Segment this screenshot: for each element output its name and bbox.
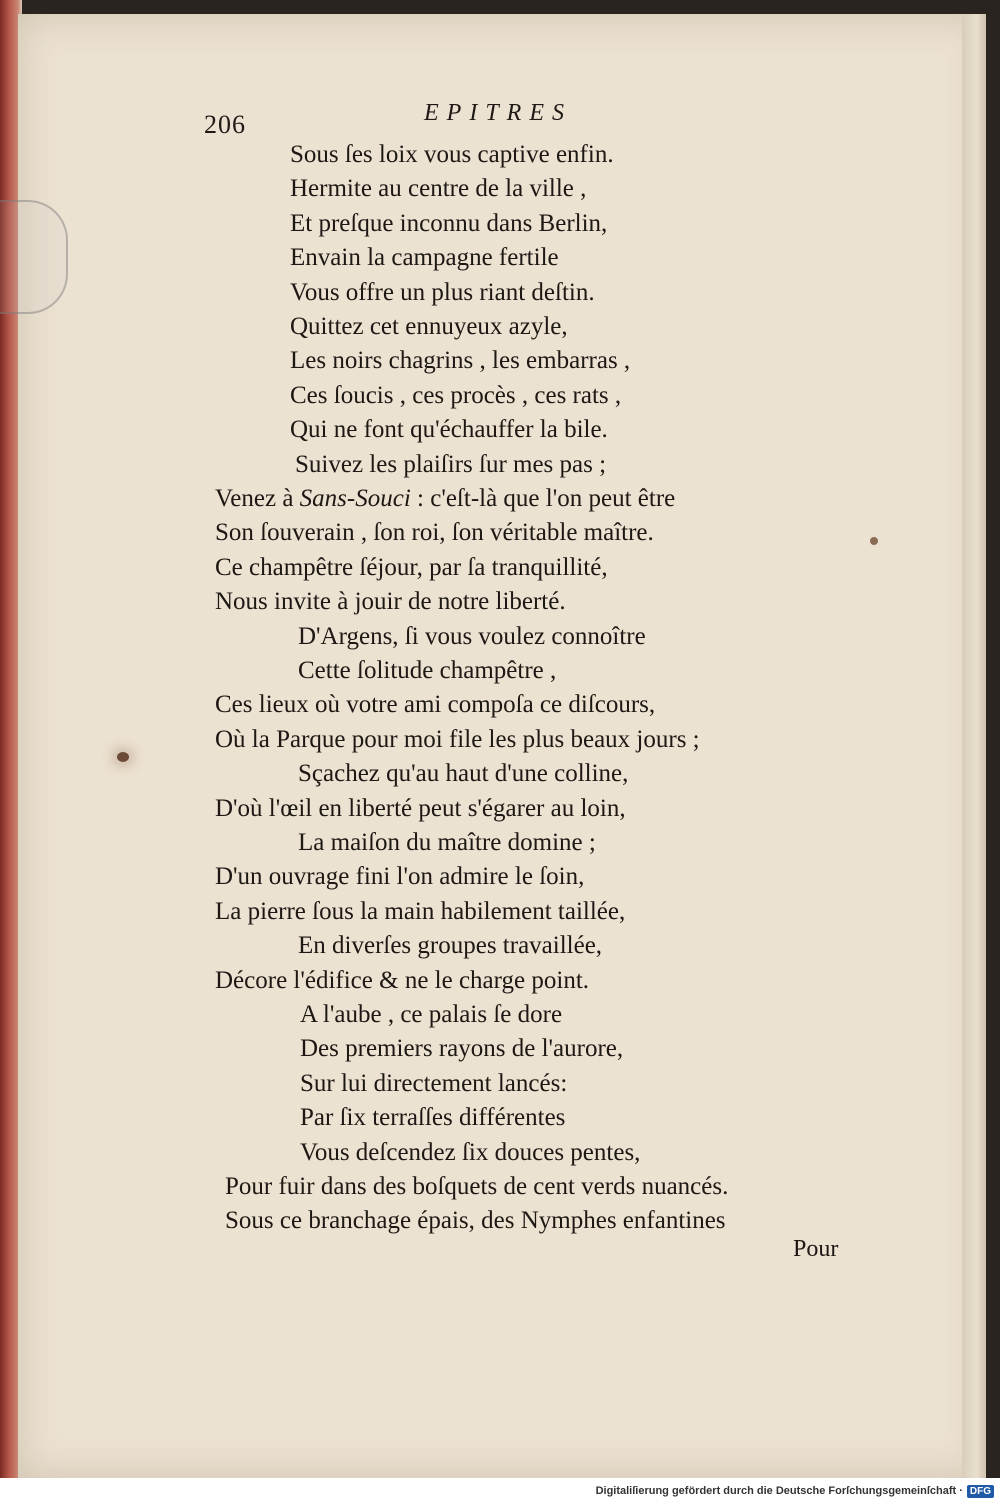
- poem-italic-term: Sans-Souci: [299, 485, 411, 512]
- poem-line: Vous deſcendez ſix douces pentes,: [300, 1138, 641, 1166]
- poem-line: Envain la campagne fertile: [290, 244, 559, 272]
- poem-line: Son ſouverain , ſon roi, ſon véritable maître.: [215, 519, 654, 547]
- poem-line: Suivez les plaiſirs ſur mes pas ;: [295, 450, 607, 478]
- poem-line: Des premiers rayons de l'aurore,: [300, 1035, 624, 1063]
- poem-line: D'Argens, ſi vous voulez connoître: [298, 622, 646, 650]
- poem-line: D'un ouvrage fini l'on admire le ſoin,: [215, 863, 585, 891]
- poem-line: Sur lui directement lancés:: [300, 1069, 568, 1097]
- poem-line: Hermite au centre de la ville ,: [290, 175, 587, 203]
- poem-line: Décore l'édifice & ne le charge point.: [215, 966, 590, 994]
- digitization-credit-text: Digitaliſierung gefördert durch die Deutsche Forſchungsgemeinſchaft ·: [595, 1485, 963, 1497]
- poem-line: Sous ce branchage épais, des Nymphes enfantines: [225, 1207, 726, 1235]
- poem-line: Venez à Sans-Souci : c'eſt-là que l'on peut être: [215, 485, 676, 512]
- poem-line: Ces ſoucis , ces procès , ces rats ,: [290, 381, 622, 409]
- poem-line: Cette ſolitude champêtre ,: [298, 657, 557, 684]
- page-header-title: EPITRES: [424, 100, 572, 126]
- poem-line: La maiſon du maître domine ;: [298, 829, 596, 856]
- poem-line: Nous invite à jouir de notre liberté.: [215, 588, 566, 616]
- poem-line: Par ſix terraſſes différentes: [300, 1104, 566, 1132]
- dfg-logo-icon: DFG: [967, 1485, 994, 1498]
- poem-line: Et preſque inconnu dans Berlin,: [290, 209, 608, 237]
- foxing-stain: [117, 752, 129, 762]
- poem-line: Sous ſes loix vous captive enfin.: [290, 141, 614, 168]
- poem-line: Ces lieux où votre ami compoſa ce diſcours,: [215, 691, 656, 719]
- foxing-stain-small: [870, 537, 878, 545]
- poem-line: Qui ne font qu'échauffer la bile.: [290, 416, 608, 444]
- page-number: 206: [204, 110, 246, 139]
- catchword: Pour: [793, 1236, 839, 1262]
- page-clip-icon: [0, 200, 68, 314]
- poem-line: A l'aube , ce palais ſe dore: [300, 1001, 563, 1028]
- poem-line: En diverſes groupes travaillée,: [298, 932, 603, 960]
- poem-line: Ce champêtre ſéjour, par ſa tranquillité,: [215, 553, 608, 581]
- poem-line: Sçachez qu'au haut d'une colline,: [298, 760, 629, 788]
- poem-line: D'où l'œil en liberté peut s'égarer au loin,: [215, 794, 626, 822]
- poem-line: Vous offre un plus riant deſtin.: [290, 278, 595, 306]
- poem-line: Quittez cet ennuyeux azyle,: [290, 313, 568, 340]
- poem-line: La pierre ſous la main habilement taillée,: [215, 897, 626, 925]
- running-head: [204, 100, 844, 139]
- book-page-edge-right: [962, 14, 986, 1494]
- poem-line: Les noirs chagrins , les embarras ,: [290, 347, 631, 375]
- digitization-credit-bar: [0, 1478, 1000, 1504]
- poem-line: Où la Parque pour moi file les plus beaux jours ;: [215, 725, 700, 753]
- poem-line: Pour fuir dans des boſquets de cent verds nuancés.: [225, 1173, 729, 1200]
